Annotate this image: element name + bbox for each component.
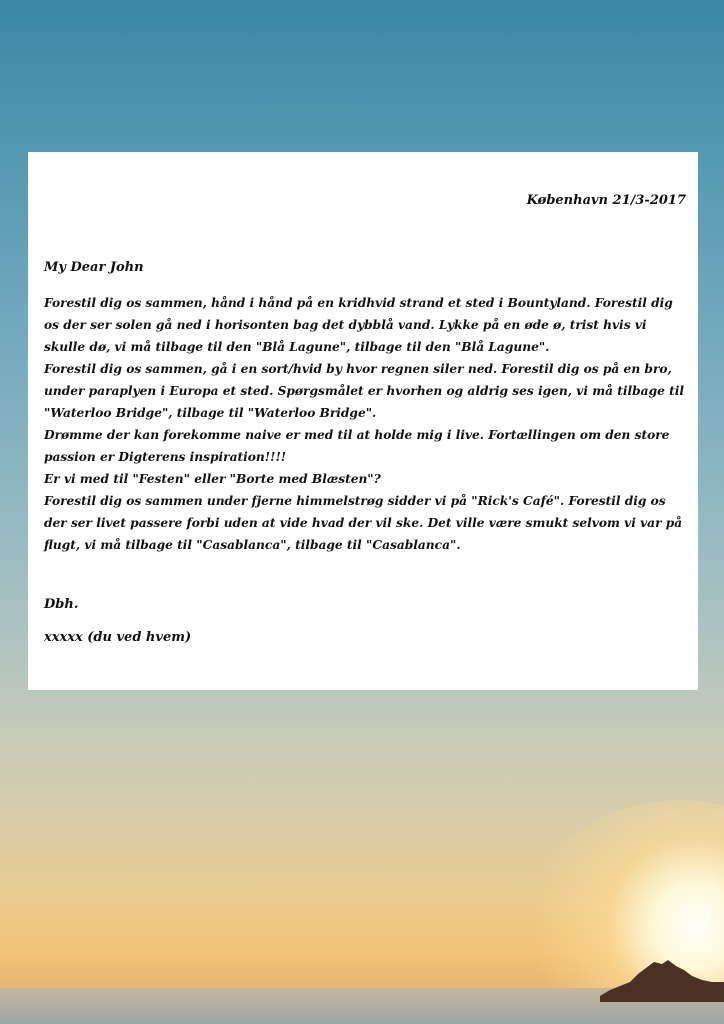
letter-paragraph: Forestil dig os sammen, hånd i hånd på en kridhvid strand et sted i Bountyland. Forestil dig os der ser solen gå ned i horisonten bag det dybblå vand. Lykke på en øde ø, trist hvis vi skulle dø, vi må tilbage til den "Blå Lagune", tilbage til den "Blå Lagune". [44,296,673,354]
letter-paragraph: Forestil dig os sammen, gå i en sort/hvid by hvor regnen siler ned. Forestil dig os på en bro, under paraplyen i Europa et sted. Spørgsmålet er hvorhen og aldrig ses igen, vi må tilbage til "Waterloo Bridge", tilbage til "Waterloo Bridge". [44,362,684,420]
letter-sign-off: Dbh. [44,597,79,612]
rock-silhouette [600,952,724,1002]
letter-greeting: My Dear John [44,260,144,275]
letter-paragraph: Er vi med til "Festen" eller "Borte med Blæsten"? [44,472,381,486]
letter-date: København 21/3-2017 [526,193,686,208]
letter-body [44,292,684,556]
letter-paragraph: Forestil dig os sammen under fjerne himmelstrøg sidder vi på "Rick's Café". Forestil dig os der ser livet passere forbi uden at vide hvad der vil ske. Det ville være smukt selvom vi var på flugt, vi må tilbage til "Casablanca", tilbage til "Casablanca". [44,494,683,552]
letter-paragraph: Drømme der kan forekomme naive er med til at holde mig i live. Fortællingen om den store passion er Digterens inspiration!!!! [44,428,670,464]
letter-signature: xxxxx (du ved hvem) [44,630,192,645]
letter-paper [28,152,698,690]
